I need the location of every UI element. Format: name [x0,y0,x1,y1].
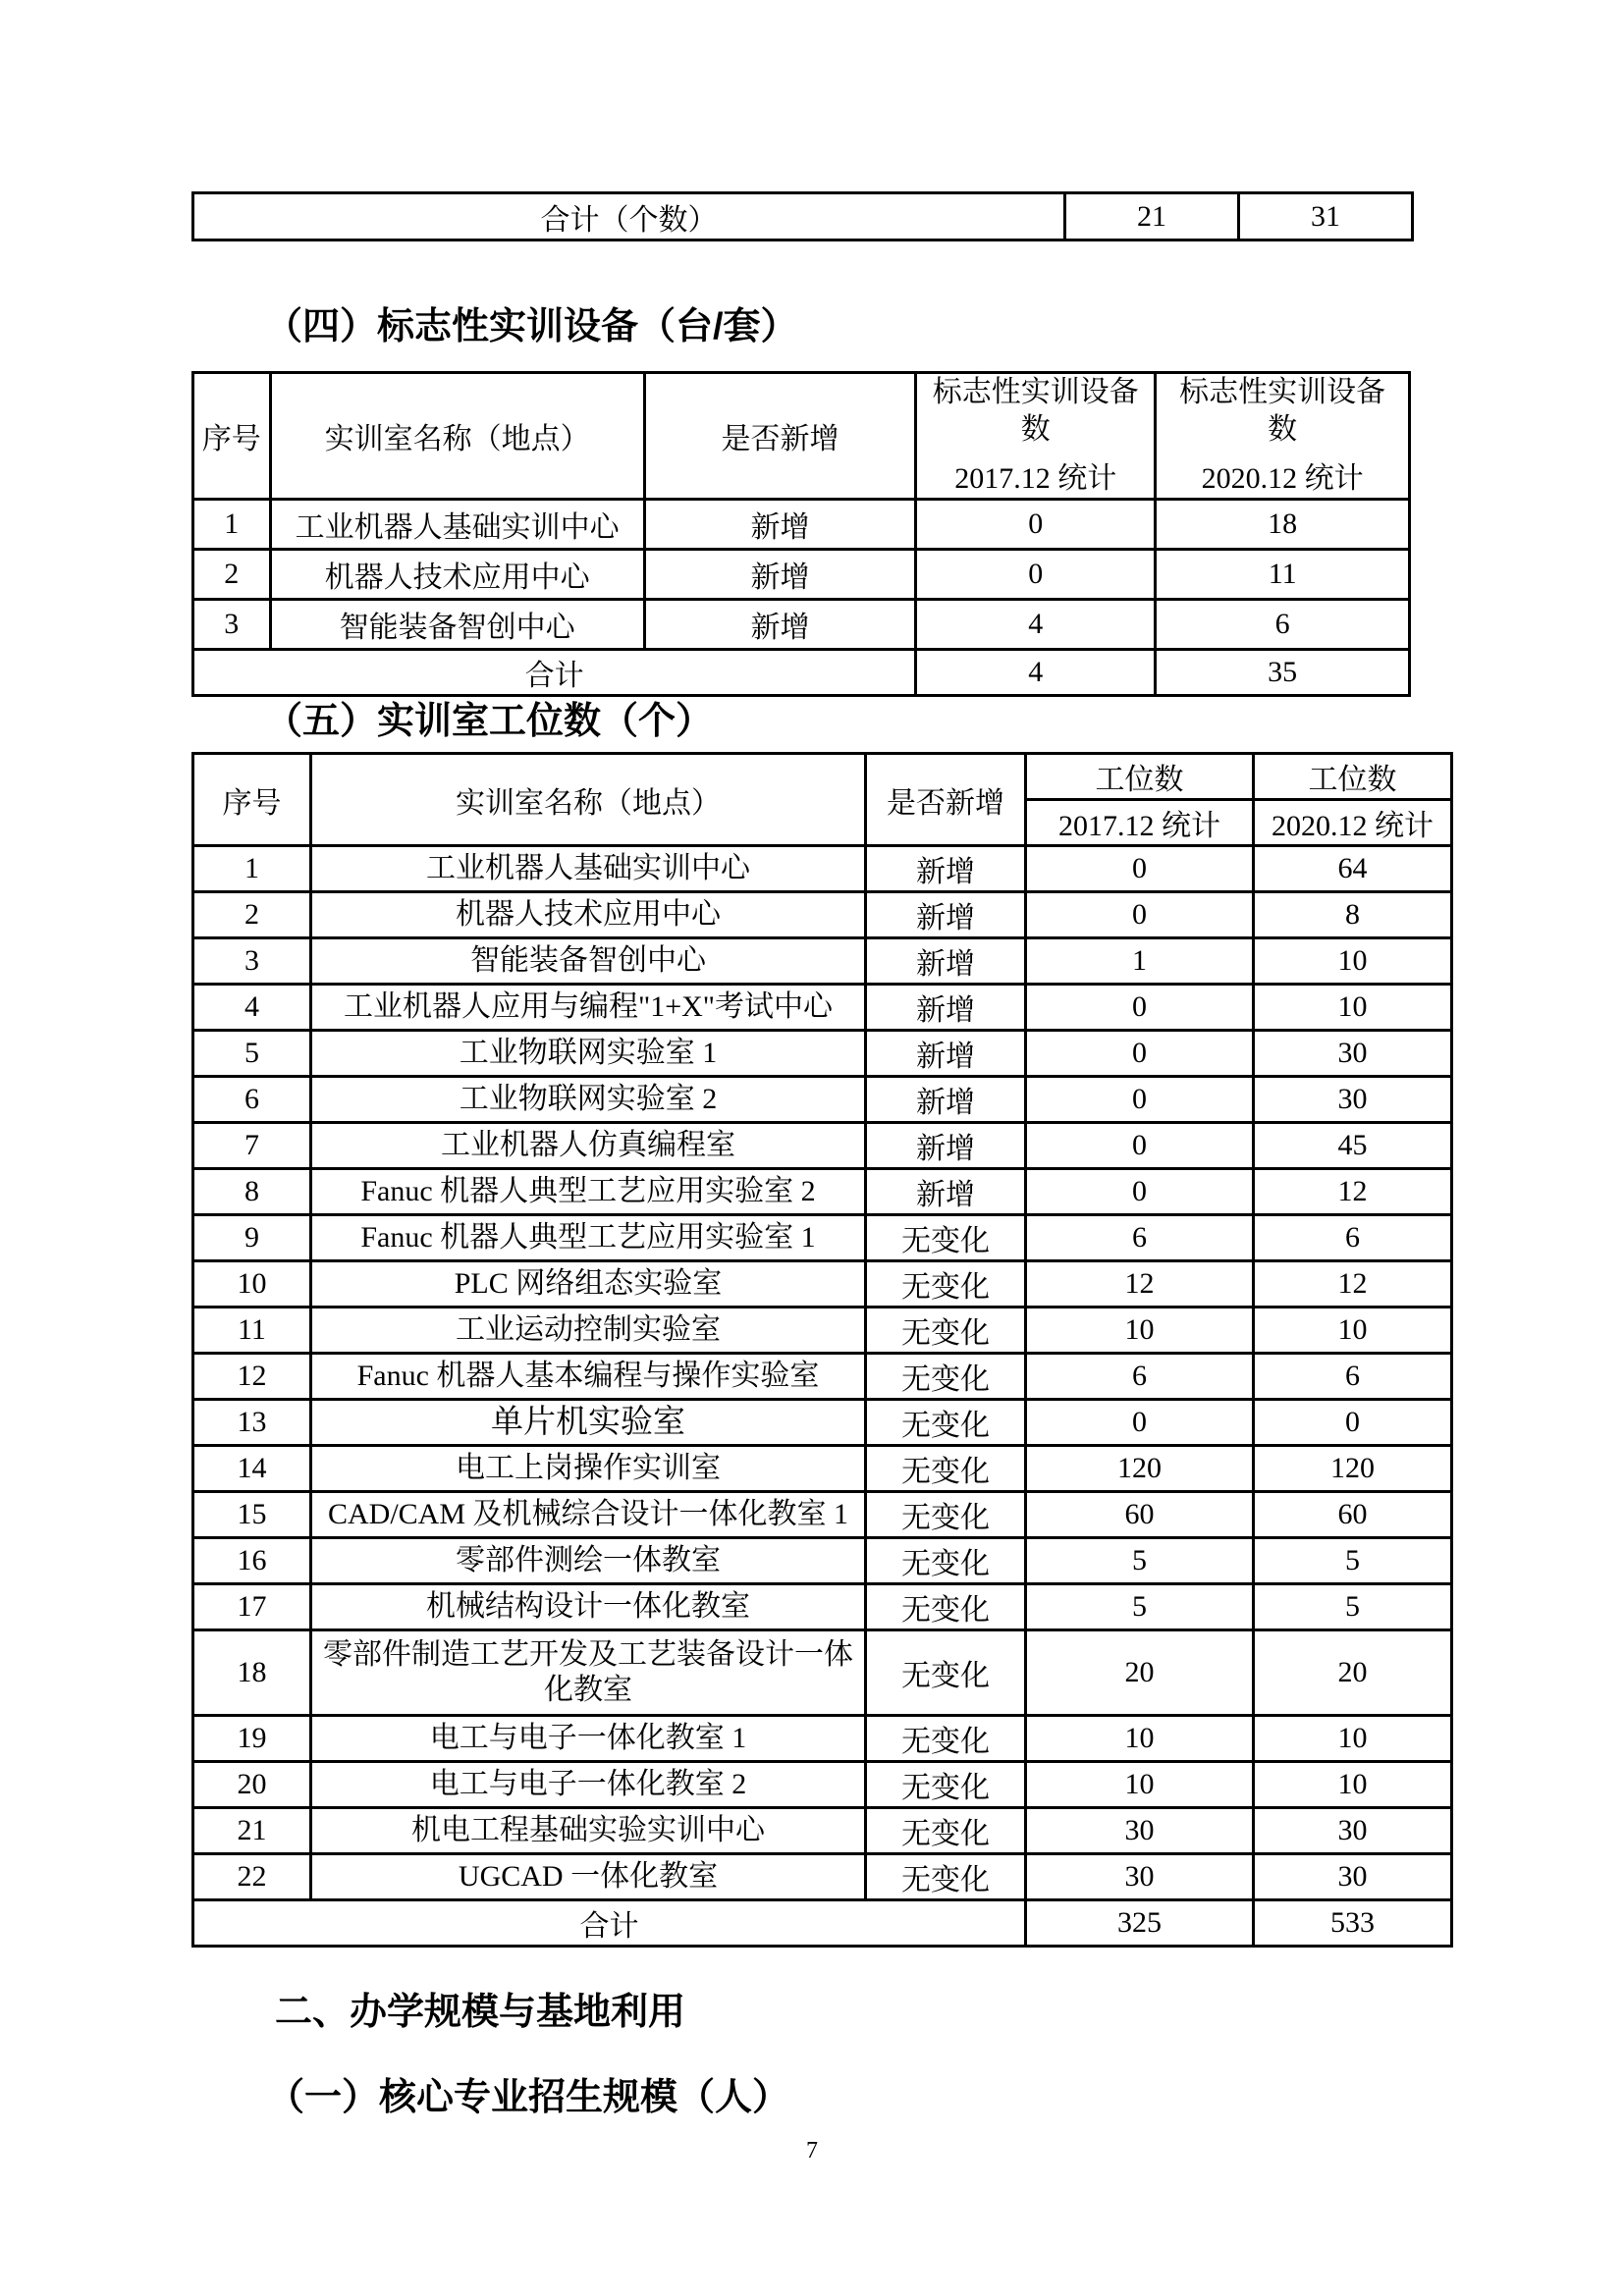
value-2020-cell: 10 [1254,1716,1452,1762]
room-name-cell [311,1031,866,1077]
is-new-cell: 无变化 [866,1261,1026,1308]
row-index-cell: 13 [193,1400,311,1446]
room-name-text: 工业机器人应用与编程"1+X"考试中心 [343,990,834,1023]
table-row [193,1261,1452,1308]
row-index-cell: 20 [193,1762,311,1808]
value-2017-cell: 10 [1026,1716,1254,1762]
is-new-cell: 无变化 [866,1630,1026,1716]
room-name-text: 零部件测绘一体教室 [456,1544,721,1576]
row-index-cell: 2 [193,892,311,938]
value-2020-cell: 5 [1254,1584,1452,1630]
value-2020-cell: 12 [1254,1169,1452,1215]
is-new-cell: 无变化 [866,1446,1026,1492]
is-new-cell: 无变化 [866,1354,1026,1400]
workstation-table-body [193,846,1452,1900]
row-index-cell: 10 [193,1261,311,1308]
table-row [193,938,1452,985]
is-new-cell: 新增 [866,1169,1026,1215]
carryover-total-label-cell: 合计（个数） [193,193,1065,240]
workstation-2017-stat-cell: 2017.12 统计 [1026,800,1254,846]
table-row [193,500,1410,550]
room-name-cell [311,1492,866,1538]
value-2017-cell: 0 [1026,892,1254,938]
room-name-text: PLC 网络组态实验室 [454,1267,723,1300]
table-row [193,1308,1452,1354]
is-new-cell: 无变化 [866,1538,1026,1584]
value-2017-cell: 120 [1026,1446,1254,1492]
value-2017-cell: 0 [1026,1123,1254,1169]
room-name-cell [311,1716,866,1762]
row-index-cell: 3 [193,600,271,650]
room-name-text: 工业机器人基础实训中心 [426,852,750,884]
value-2017-cell: 60 [1026,1492,1254,1538]
is-new-cell: 无变化 [866,1762,1026,1808]
value-2020-cell: 12 [1254,1261,1452,1308]
value-2017-cell: 0 [1026,1031,1254,1077]
is-new-cell: 无变化 [866,1584,1026,1630]
carryover-total-2020-cell: 31 [1239,193,1413,240]
row-index-cell: 1 [193,500,271,550]
value-2020-cell: 5 [1254,1538,1452,1584]
value-2017-cell: 10 [1026,1762,1254,1808]
index-header-cell: 序号 [193,373,271,500]
room-name-cell [311,1854,866,1900]
table-row [193,1446,1452,1492]
room-name-header-cell: 实训室名称（地点） [311,754,866,846]
room-name-text: 单片机实验室 [491,1405,685,1440]
equipment-total-2020-cell: 35 [1156,650,1410,696]
value-2020-cell: 10 [1254,1762,1452,1808]
is-new-cell: 新增 [866,1123,1026,1169]
equip-2020-header-line1: 标志性实训设备 [1179,376,1386,408]
table-row [193,985,1452,1031]
table-row [193,1169,1452,1215]
value-2017-cell: 6 [1026,1215,1254,1261]
room-name-text: 电工与电子一体化教室 2 [429,1768,747,1800]
section2-heading: 二、办学规模与基地利用 [275,1992,686,2033]
table-row [193,1762,1452,1808]
value-2017-cell: 1 [1026,938,1254,985]
row-index-cell: 7 [193,1123,311,1169]
room-name-cell [311,1077,866,1123]
equipment-total-label-cell: 合计 [193,650,916,696]
room-name-cell [311,1584,866,1630]
room-name-text: 工业物联网实验室 2 [459,1083,718,1115]
room-name-cell [311,1446,866,1492]
table-row [193,1077,1452,1123]
value-2020-cell: 30 [1254,1854,1452,1900]
value-2017-cell: 5 [1026,1584,1254,1630]
equipment-table-body [193,500,1410,650]
room-name-cell [311,1261,866,1308]
room-name-cell [311,1354,866,1400]
table-row [193,846,1452,892]
equip-2017-header-cell [916,373,1156,500]
section4-heading: （四）标志性实训设备（台/套） [265,306,798,347]
carryover-total-table [191,191,1414,241]
value-2017-cell: 0 [1026,1169,1254,1215]
room-name-cell: 工业机器人基础实训中心 [270,500,644,550]
value-2020-cell: 6 [1254,1354,1452,1400]
room-name-cell [311,1308,866,1354]
room-name-text: Fanuc 机器人典型工艺应用实验室 2 [360,1175,816,1207]
is-new-cell: 新增 [644,600,915,650]
value-2017-cell: 12 [1026,1261,1254,1308]
room-name-text: 零部件制造工艺开发及工艺装备设计一体化教室 [323,1638,853,1706]
row-index-cell: 21 [193,1808,311,1854]
value-2020-cell: 10 [1254,938,1452,985]
table-row [193,1215,1452,1261]
value-2020-cell: 20 [1254,1630,1452,1716]
room-name-text: 电工上岗操作实训室 [456,1452,721,1484]
value-2017-cell: 30 [1026,1854,1254,1900]
room-name-cell: 智能装备智创中心 [270,600,644,650]
is-new-cell: 新增 [866,1031,1026,1077]
value-2017-cell: 4 [916,600,1156,650]
row-index-cell: 18 [193,1630,311,1716]
room-name-cell [311,1169,866,1215]
equip-2017-header-line1: 标志性实训设备 [932,376,1139,408]
section5-heading: （五）实训室工位数（个） [265,701,714,742]
table-row [193,1808,1452,1854]
room-name-header-cell: 实训室名称（地点） [270,373,644,500]
value-2020-cell: 64 [1254,846,1452,892]
value-2020-cell: 10 [1254,1308,1452,1354]
is-new-cell: 新增 [866,892,1026,938]
is-new-cell: 无变化 [866,1808,1026,1854]
room-name-text: 机械结构设计一体化教室 [426,1590,750,1623]
value-2017-cell: 6 [1026,1354,1254,1400]
equipment-table-header-row [193,373,1410,500]
room-name-cell [311,1762,866,1808]
value-2020-cell: 8 [1254,892,1452,938]
row-index-cell: 4 [193,985,311,1031]
row-index-cell: 16 [193,1538,311,1584]
is-new-cell: 新增 [866,846,1026,892]
equip-2017-header-stat: 2017.12 统计 [954,462,1117,495]
is-new-cell: 新增 [644,500,915,550]
table-row [193,600,1410,650]
row-index-cell: 2 [193,550,271,600]
room-name-text: UGCAD 一体化教室 [458,1860,719,1893]
value-2020-cell: 60 [1254,1492,1452,1538]
room-name-cell [311,1123,866,1169]
workstation-2020-stat-cell: 2020.12 统计 [1254,800,1452,846]
equip-2020-header-line2: 数 [1268,413,1298,446]
value-2017-cell: 0 [1026,846,1254,892]
row-index-cell: 19 [193,1716,311,1762]
is-new-cell: 新增 [866,985,1026,1031]
row-index-cell: 3 [193,938,311,985]
table-row [193,1584,1452,1630]
row-index-cell: 6 [193,1077,311,1123]
value-2020-cell: 6 [1254,1215,1452,1261]
value-2017-cell: 30 [1026,1808,1254,1854]
room-name-cell [311,1808,866,1854]
row-index-cell: 9 [193,1215,311,1261]
index-header-cell: 序号 [193,754,311,846]
row-index-cell: 14 [193,1446,311,1492]
room-name-text: CAD/CAM 及机械综合设计一体化教室 1 [327,1498,849,1530]
row-index-cell: 5 [193,1031,311,1077]
value-2017-cell: 5 [1026,1538,1254,1584]
row-index-cell: 17 [193,1584,311,1630]
table-row [193,1538,1452,1584]
is-new-cell: 新增 [866,1077,1026,1123]
workstation-total-label-cell: 合计 [193,1900,1026,1947]
is-new-cell: 无变化 [866,1492,1026,1538]
workstation-header-row-top [193,754,1452,800]
value-2017-cell: 0 [916,550,1156,600]
value-2020-cell: 11 [1156,550,1410,600]
equipment-table [191,371,1411,697]
row-index-cell: 8 [193,1169,311,1215]
value-2017-cell: 20 [1026,1630,1254,1716]
table-row [193,1630,1452,1716]
room-name-cell [311,1400,866,1446]
value-2017-cell: 0 [916,500,1156,550]
value-2020-cell: 0 [1254,1400,1452,1446]
room-name-cell [311,846,866,892]
is-new-header-cell: 是否新增 [866,754,1026,846]
table-row [193,1854,1452,1900]
table-row [193,1716,1452,1762]
room-name-cell [311,1630,866,1716]
workstation-table [191,752,1453,1948]
room-name-text: 工业机器人仿真编程室 [441,1129,735,1161]
room-name-cell [311,938,866,985]
page-number: 7 [806,2138,818,2163]
room-name-text: 工业运动控制实验室 [456,1313,721,1346]
room-name-text: 工业物联网实验室 1 [459,1037,718,1069]
workstation-total-2017-cell: 325 [1026,1900,1254,1947]
room-name-text: Fanuc 机器人基本编程与操作实验室 [356,1360,820,1392]
is-new-cell: 无变化 [866,1854,1026,1900]
workstation-2017-group-cell: 工位数 [1026,754,1254,800]
row-index-cell: 11 [193,1308,311,1354]
value-2020-cell: 30 [1254,1808,1452,1854]
carryover-total-2017-cell: 21 [1065,193,1239,240]
equipment-total-2017-cell: 4 [916,650,1156,696]
is-new-header-cell: 是否新增 [644,373,915,500]
room-name-cell [311,1538,866,1584]
row-index-cell: 12 [193,1354,311,1400]
room-name-text: 电工与电子一体化教室 1 [429,1722,747,1754]
workstation-2020-group-cell: 工位数 [1254,754,1452,800]
table-row [193,1492,1452,1538]
room-name-cell [311,985,866,1031]
equip-2020-header-cell [1156,373,1410,500]
table-row [193,1031,1452,1077]
table-row [193,1354,1452,1400]
value-2017-cell: 0 [1026,1077,1254,1123]
value-2020-cell: 30 [1254,1077,1452,1123]
row-index-cell: 22 [193,1854,311,1900]
value-2020-cell: 45 [1254,1123,1452,1169]
row-index-cell: 1 [193,846,311,892]
value-2020-cell: 120 [1254,1446,1452,1492]
is-new-cell: 无变化 [866,1716,1026,1762]
room-name-text: 智能装备智创中心 [470,944,706,977]
workstation-total-2020-cell: 533 [1254,1900,1452,1947]
value-2020-cell: 10 [1254,985,1452,1031]
room-name-text: 机器人技术应用中心 [456,898,721,931]
room-name-cell: 机器人技术应用中心 [270,550,644,600]
is-new-cell: 新增 [644,550,915,600]
value-2017-cell: 0 [1026,985,1254,1031]
table-row [193,1123,1452,1169]
room-name-cell [311,892,866,938]
table-row [193,550,1410,600]
value-2020-cell: 18 [1156,500,1410,550]
value-2020-cell: 30 [1254,1031,1452,1077]
table-row [193,892,1452,938]
row-index-cell: 15 [193,1492,311,1538]
value-2017-cell: 0 [1026,1400,1254,1446]
section2-1-heading: （一）核心专业招生规模（人） [267,2077,790,2118]
table-row [193,1400,1452,1446]
equipment-total-row [193,650,1410,696]
is-new-cell: 无变化 [866,1215,1026,1261]
room-name-text: 机电工程基础实验实训中心 [411,1814,765,1846]
equip-2020-header-stat: 2020.12 统计 [1201,462,1364,495]
table-row [193,193,1413,240]
value-2017-cell: 10 [1026,1308,1254,1354]
value-2020-cell: 6 [1156,600,1410,650]
room-name-text: Fanuc 机器人典型工艺应用实验室 1 [360,1221,816,1254]
room-name-cell [311,1215,866,1261]
is-new-cell: 无变化 [866,1308,1026,1354]
is-new-cell: 无变化 [866,1400,1026,1446]
workstation-total-row [193,1900,1452,1947]
equip-2017-header-line2: 数 [1020,413,1051,446]
is-new-cell: 新增 [866,938,1026,985]
